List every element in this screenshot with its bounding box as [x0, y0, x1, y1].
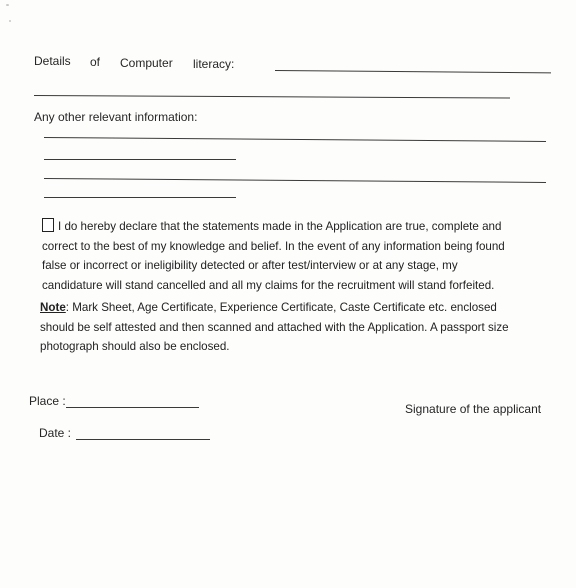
computer-literacy-label-of: of: [90, 55, 101, 69]
declaration-checkbox[interactable]: [42, 218, 54, 232]
declaration-text-2: correct to the best of my knowledge and belief. In the event of any information being found: [42, 239, 505, 253]
date-label: Date :: [39, 426, 72, 440]
computer-literacy-label-computer: Computer: [120, 56, 173, 70]
note-text-1: : Mark Sheet, Age Certificate, Experience Certificate, Caste Certificate etc. enclosed: [65, 301, 497, 314]
scan-speck: [6, 4, 9, 6]
computer-literacy-line-2[interactable]: [34, 95, 510, 98]
declaration-text-4: candidature will stand cancelled and all my claims for the recruitment will stand forfeited.: [42, 278, 495, 292]
computer-literacy-line-1[interactable]: [275, 70, 551, 73]
computer-literacy-label-literacy: literacy:: [193, 57, 235, 71]
other-info-label: Any other relevant information:: [34, 110, 198, 124]
computer-literacy-label-details: Details: [34, 54, 71, 68]
note-text-2: should be self attested and then scanned and attached with the Application. A passport size: [40, 320, 509, 334]
declaration-text-3: false or incorrect or ineligibility detected or after test/interview or at any stage, my: [42, 259, 458, 272]
note-line-1: [40, 298, 509, 318]
declaration-text-1: I do hereby declare that the statements made in the Application are true, complete and: [58, 220, 502, 233]
declaration-line-1: [42, 217, 505, 237]
note-paragraph: [40, 298, 509, 357]
place-input-line[interactable]: [66, 407, 199, 408]
place-label: Place :: [29, 394, 66, 408]
declaration-paragraph: [42, 217, 505, 295]
other-info-line-3[interactable]: [44, 178, 546, 183]
scan-speck: [9, 20, 11, 22]
other-info-line-2[interactable]: [44, 159, 236, 160]
other-info-line-1[interactable]: [44, 137, 546, 142]
other-info-line-4[interactable]: [44, 197, 236, 198]
note-label: Note: [40, 301, 66, 314]
signature-label: Signature of the applicant: [405, 402, 542, 416]
date-input-line[interactable]: [76, 439, 210, 440]
note-text-3: photograph should also be enclosed.: [40, 340, 230, 353]
